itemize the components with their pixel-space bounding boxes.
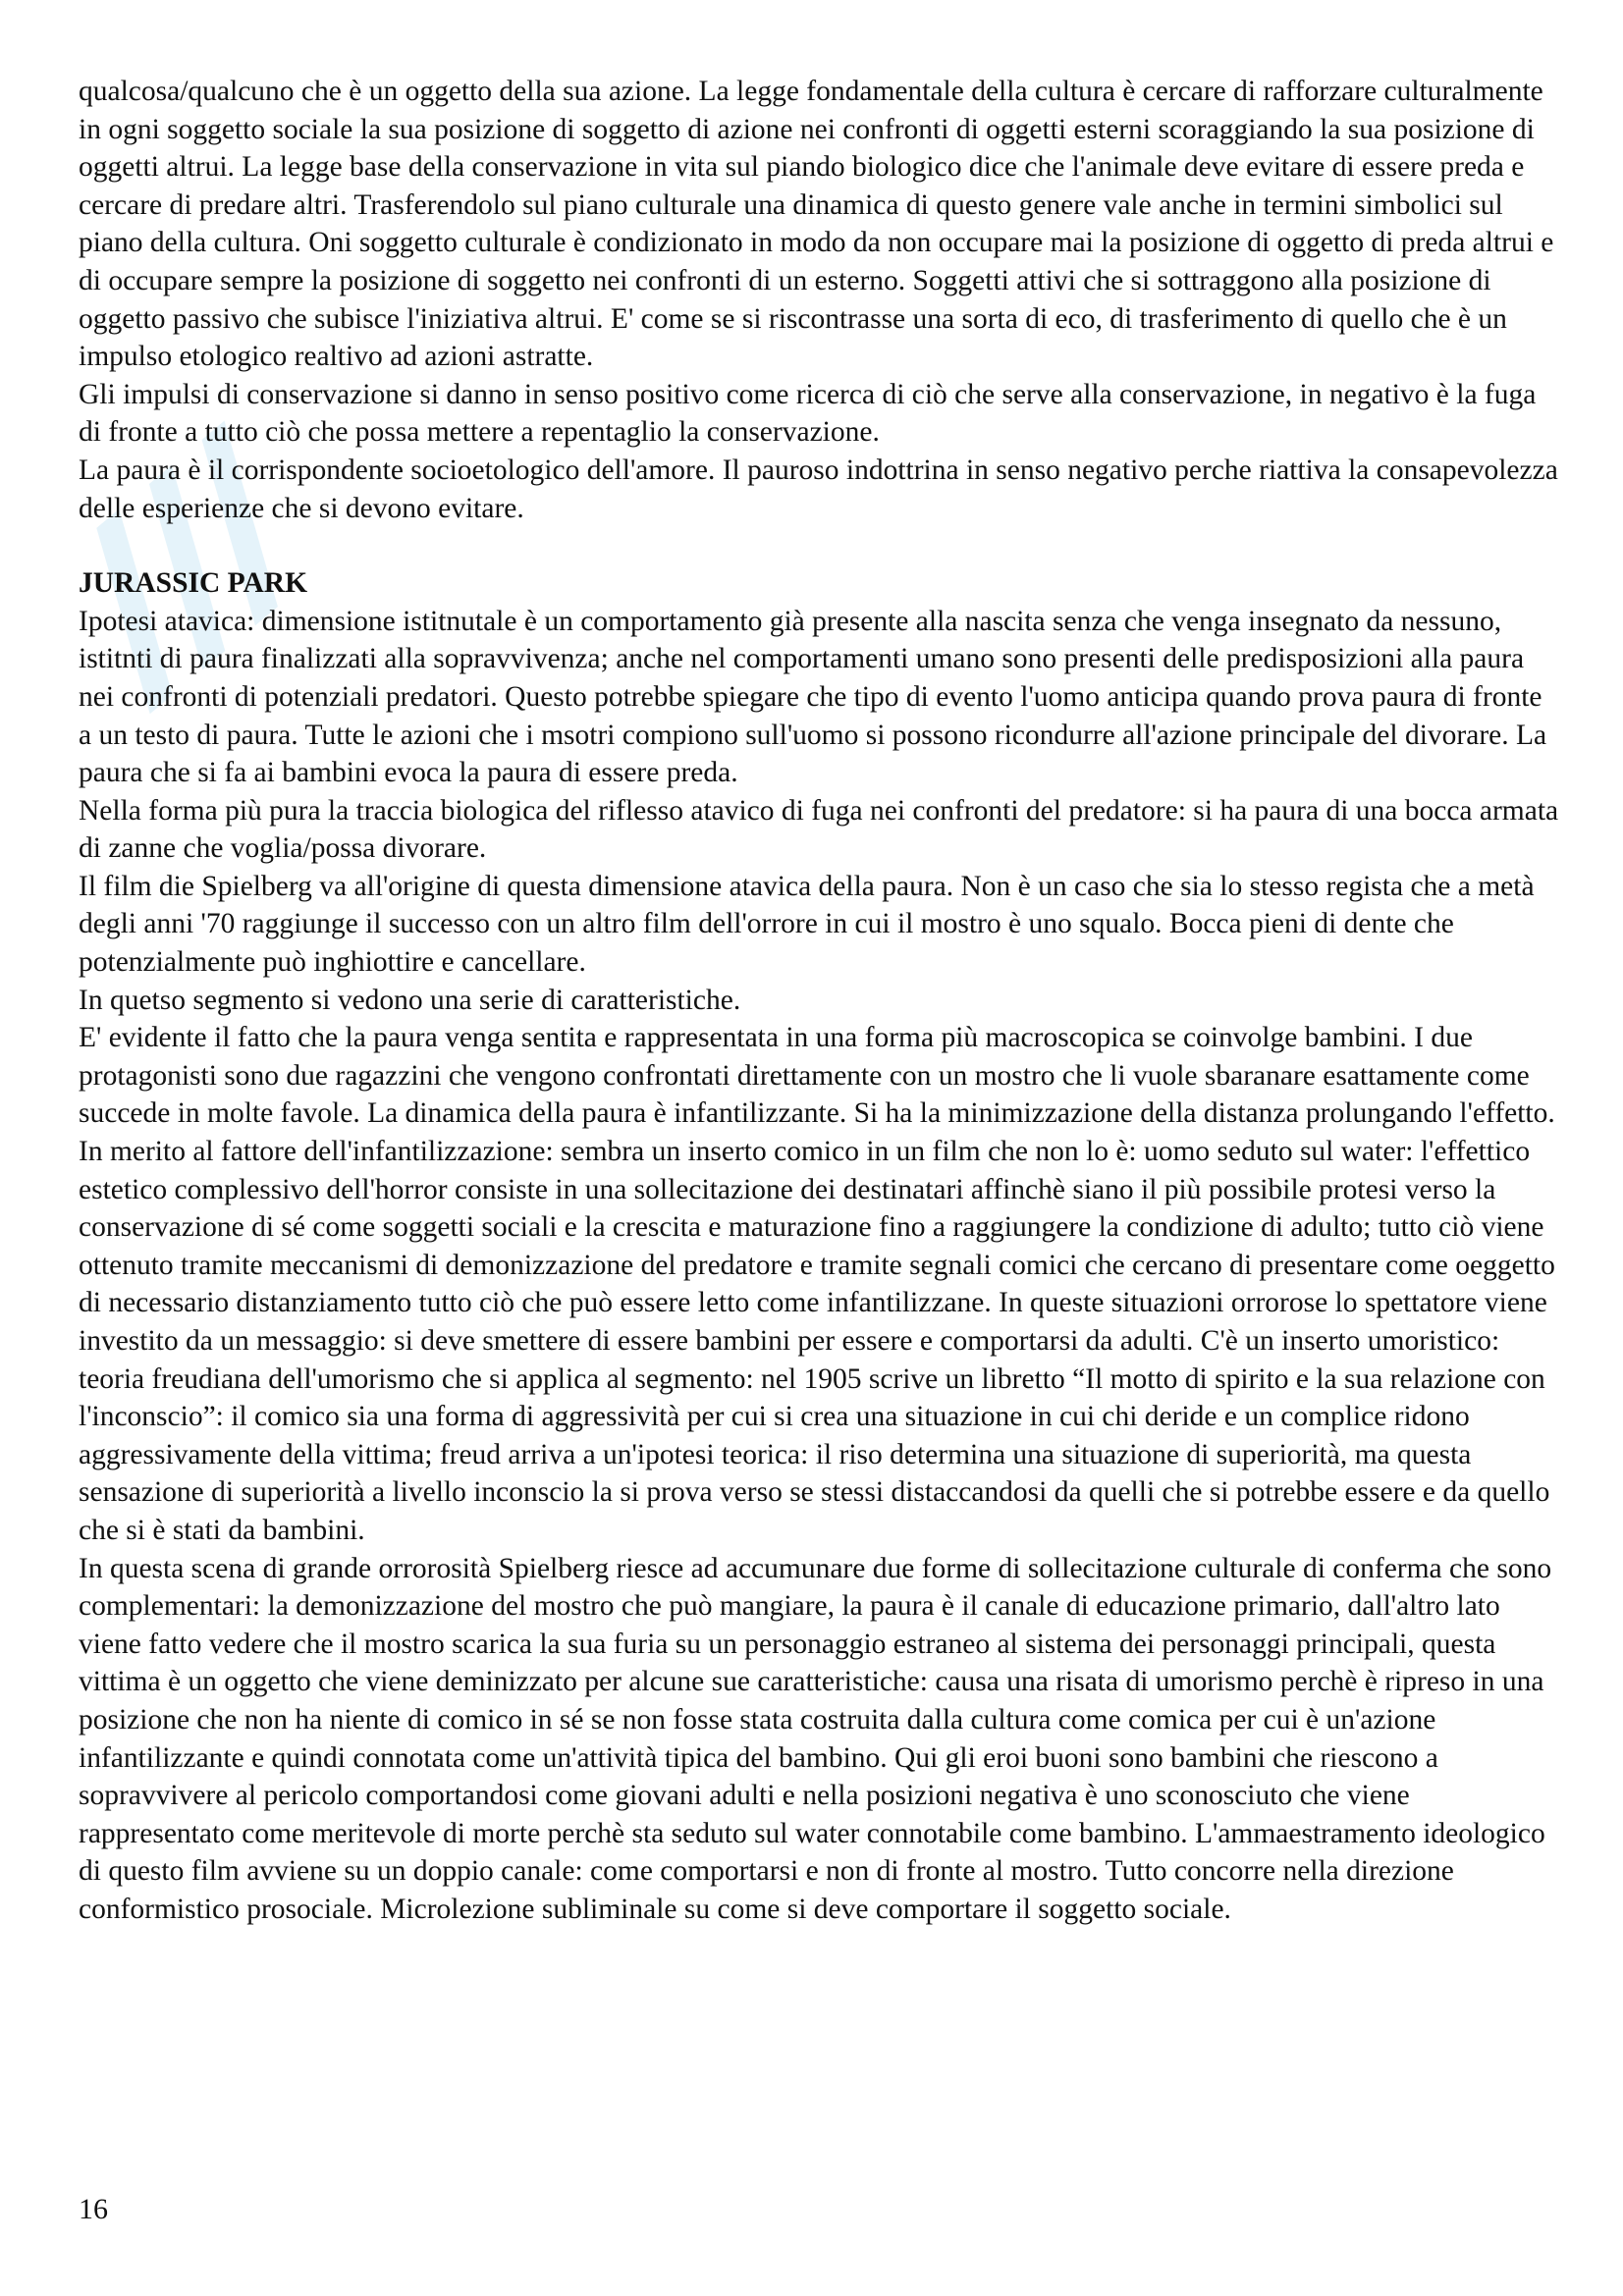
paragraph-4: In quetso segmento si vedono una serie di caratteristiche.: [79, 984, 741, 1016]
paragraph-5: E' evidente il fatto che la paura venga sentita e rappresentata in una forma più macroscopica se coinvolge bambini. I due protagonisti sono due ragazzini che vengono confrontati direttamente con un mostro che li vuole sbaranare esattamente come succede in molte favole. La dinamica della paura è infantilizzante. Si ha la minimizzazione della distanza prolungando l'effetto.: [79, 1022, 1555, 1130]
paragraph-3: Il film die Spielberg va all'origine di questa dimensione atavica della paura. Non è un caso che sia lo stesso regista che a metà degli anni '70 raggiunge il successo con un altro film dell'orrore in cui il mostro è uno squalo. Bocca pieni di dente che potenzialmente può inghiottire e cancellare.: [79, 870, 1535, 979]
paragraph-7: In questa scena di grande orrorosità Spielberg riesce ad accumunare due forme di sollecitazione culturale di conferma che sono complementari: la demonizzazione del mostro che può mangiare, la paura è il canale di educazione primario, dall'altro lato viene fatto vedere che il mostro scarica la sua furia su un personaggio estraneo al sistema dei personaggi principali, questa vittima è un oggetto che viene deminizzato per alcune sue caratteristiche: causa una risata di umorismo perchè è ripreso in una posizione che non ha niente di comico in sé se non fosse stata costruita dalla cultura come comica per cui è un'azione infantilizzante e quindi connotata come un'attività tipica del bambino. Qui gli eroi buoni sono bambini che riescono a sopravvivere al pericolo comportandosi come giovani adulti e nella posizioni negativa è uno sconosciuto che viene rappresentato come meritevole di morte perchè sta seduto sul water connotabile come bambino. L'ammaestramento ideologico di questo film avviene su un doppio canale: come comportarsi e non di fronte al mostro. Tutto concorre nella direzione conformistico prosociale. Microlezione subliminale su come si deve comportare il soggetto sociale.: [79, 1552, 1552, 1925]
section-heading: JURASSIC PARK: [79, 567, 308, 600]
paragraph-intro-1: qualcosa/qualcuno che è un oggetto della sua azione. La legge fondamentale della cultura è cercare di rafforzare culturalmente in ogni soggetto sociale la sua posizione di soggetto di azione nei confronti di oggetti esterni scoraggiando la sua posizione di oggetti altrui. La legge base della conservazione in vita sul piando biologico dice che l'animale deve evitare di essere preda e cercare di predare altri. Trasferendolo sul piano culturale una dinamica di questo genere vale anche in termini simbolici sul piano della cultura. Oni soggetto culturale è condizionato in modo da non occupare mai la posizione di oggetto di preda altrui e di occupare sempre la posizione di soggetto nei confronti di un esterno. Soggetti attivi che si sottraggono alla posizione di oggetto passivo che subisce l'iniziativa altrui. E' come se si riscontrasse una sorta di eco, di trasferimento di quello che è un impulso etologico realtivo ad azioni astratte.: [79, 76, 1554, 373]
paragraph-6: In merito al fattore dell'infantilizzazione: sembra un inserto comico in un film che non lo è: uomo seduto sul water: l'effettico estetico complessivo dell'horror consiste in una sollecitazione dei destinatari affinchè siano il più possibile protesi verso la conservazione di sé come soggetti sociali e la crescita e maturazione fino a raggiungere la condizione di adulto; tutto ciò viene ottenuto tramite meccanismi di demonizzazione del predatore e tramite segnali comici che cercano di presentare come oeggetto di necessario distanziamento tutto ciò che può essere letto come infantilizzane. In queste situazioni orrorose lo spettatore viene investito da un messaggio: si deve smettere di essere bambini per essere e comportarsi da adulti. C'è un inserto umoristico: teoria freudiana dell'umorismo che si applica al segmento: nel 1905 scrive un libretto “Il motto di spirito e la sua relazione con l'inconscio”: il comico sia una forma di aggressività per cui si crea una situazione in cui chi deride e un complice ridono aggressivamente della vittima; freud arriva a un'ipotesi teorica: il riso determina una situazione di superiorità, ma questa sensazione di superiorità a livello inconscio la si prova verso se stessi distaccandosi da quelli che si potrebbe essere e da quello che si è stati da bambini.: [79, 1136, 1555, 1546]
page-number: 16: [79, 2193, 108, 2225]
paragraph-2: Nella forma più pura la traccia biologica del riflesso atavico di fuga nei confronti del predatore: si ha paura di una bocca armata di zanne che voglia/possa divorare.: [79, 794, 1559, 865]
paragraph-intro-2: Gli impulsi di conservazione si danno in senso positivo come ricerca di ciò che serve alla conservazione, in negativo è la fuga di fronte a tutto ciò che possa mettere a repentaglio la conservazione.: [79, 378, 1537, 449]
document-body: [79, 73, 1561, 1929]
section-spacer: [79, 527, 1561, 564]
paragraph-1: Ipotesi atavica: dimensione istitnutale è un comportamento già presente alla nascita senza che venga insegnato da nessuno, istitnti di paura finalizzati alla sopravvivenza; anche nel comportamenti umano sono presenti delle predisposizioni alla paura nei confronti di potenziali predatori. Questo potrebbe spiegare che tipo di evento l'uomo anticipa quando prova paura di fronte a un testo di paura. Tutte le azioni che i msotri compiono sull'uomo si possono ricondurre all'azione principale del divorare. La paura che si fa ai bambini evoca la paura di essere preda.: [79, 605, 1547, 789]
paragraph-intro-3: La paura è il corrispondente socioetologico dell'amore. Il pauroso indottrina in senso negativo perche riattiva la consapevolezza delle esperienze che si devono evitare.: [79, 454, 1558, 524]
